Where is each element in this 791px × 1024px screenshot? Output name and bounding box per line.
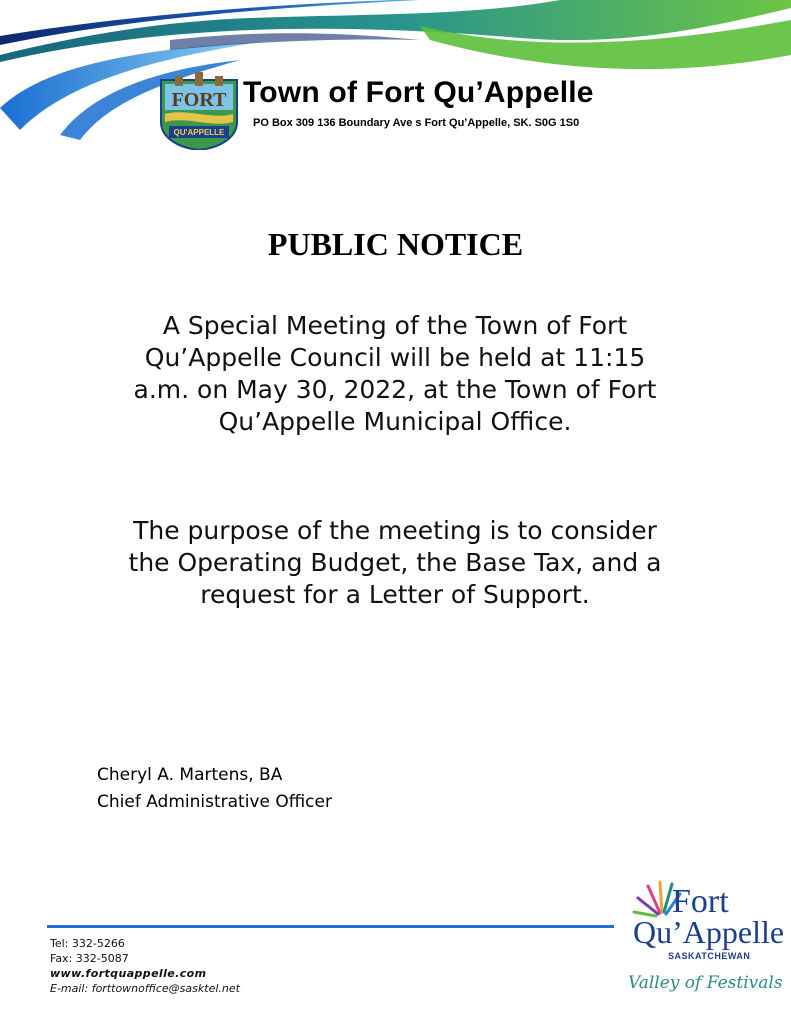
paragraph-line: a.m. on May 30, 2022, at the Town of Fort — [133, 375, 657, 404]
contact-fax: Fax: 332-5087 — [50, 952, 129, 965]
paragraph-line: the Operating Budget, the Base Tax, and a — [128, 548, 662, 577]
meeting-announcement-paragraph — [70, 310, 720, 438]
signer-position: Chief Administrative Officer — [97, 792, 332, 812]
brand-line-quappelle: Qu’Appelle — [633, 914, 785, 950]
svg-text:FORT: FORT — [171, 89, 227, 111]
paragraph-line: The purpose of the meeting is to consider — [133, 516, 657, 545]
paragraph-line: Qu’Appelle Council will be held at 11:15 — [144, 343, 646, 372]
org-title: Town of Fort Qu’Appelle — [243, 76, 594, 109]
brand-tagline: Valley of Festivals — [628, 973, 783, 993]
notice-title: PUBLIC NOTICE — [267, 226, 524, 262]
town-crest-logo — [157, 70, 241, 150]
paragraph-line: request for a Letter of Support. — [200, 580, 590, 609]
paragraph-line: A Special Meeting of the Town of Fort — [162, 311, 628, 340]
signer-name: Cheryl A. Martens, BA — [97, 765, 283, 785]
signature-block — [97, 762, 332, 816]
footer-divider — [47, 925, 614, 928]
brand-region: SASKATCHEWAN — [668, 951, 751, 961]
contact-website: www.fortquappelle.com — [50, 967, 207, 980]
contact-tel: Tel: 332-5266 — [50, 937, 125, 950]
meeting-purpose-paragraph — [70, 515, 720, 611]
svg-text:QU'APPELLE: QU'APPELLE — [173, 128, 225, 137]
contact-info — [50, 936, 240, 996]
brand-line-fort: Fort — [672, 883, 729, 920]
contact-email: E-mail: forttownoffice@sasktel.net — [50, 982, 240, 995]
paragraph-line: Qu’Appelle Municipal Office. — [218, 407, 572, 436]
org-address: PO Box 309 136 Boundary Ave s Fort Qu’Appelle, SK. S0G 1S0 — [253, 117, 580, 129]
